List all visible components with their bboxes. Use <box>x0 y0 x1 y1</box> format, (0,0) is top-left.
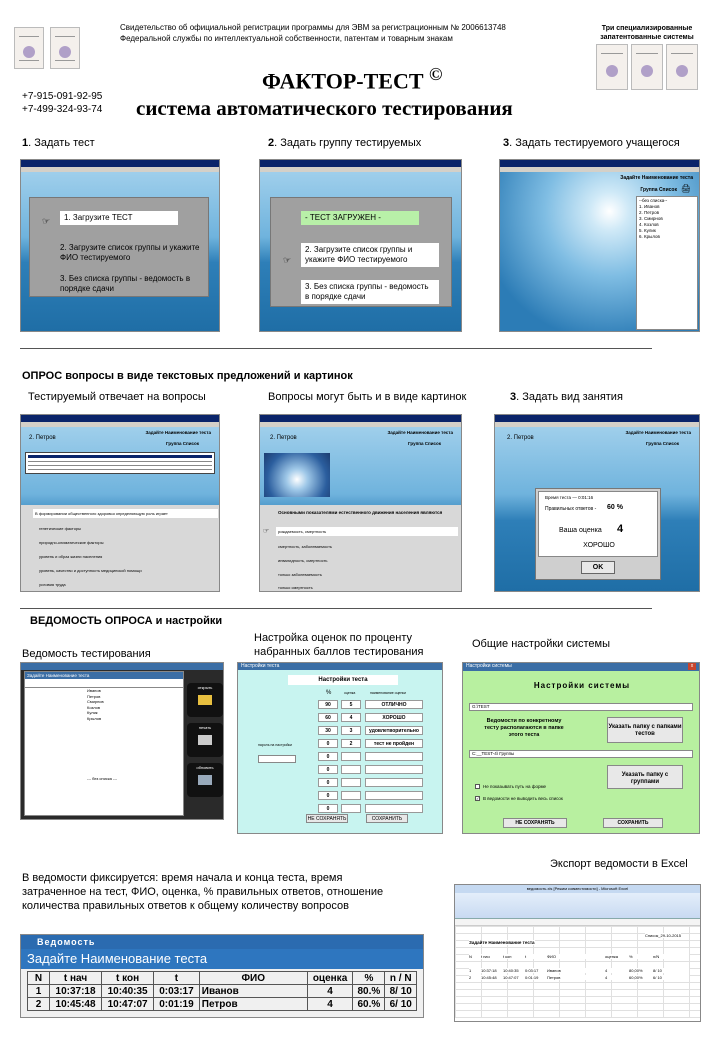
pictures-caption: Вопросы могут быть и в виде картинок <box>268 391 467 403</box>
description-line: В ведомости фиксируется: время начала и конца теста, время <box>22 872 343 884</box>
step3-num: 3 <box>503 137 510 149</box>
answer-option[interactable]: генетические факторы <box>39 526 82 531</box>
table-row <box>28 985 417 998</box>
col-n: N <box>28 972 50 985</box>
no-save-button[interactable]: НЕ СОХРАНЯТЬ <box>503 818 567 828</box>
cell: Петров <box>199 998 307 1011</box>
grade-cell[interactable] <box>341 752 361 761</box>
cell: 0:03:17 <box>154 985 200 998</box>
grade-cell[interactable] <box>341 778 361 787</box>
tests-folder-button[interactable]: Указать папку с папками тестов <box>607 717 683 743</box>
window-titlebar <box>500 160 699 167</box>
printer-icon: 🖨 <box>680 184 691 193</box>
answer-panel <box>21 505 220 592</box>
certificate-image-right-2 <box>631 44 663 90</box>
grade-cell[interactable]: 0 <box>318 752 338 761</box>
grade-word: ХОРОШО <box>583 542 615 549</box>
grade-cell[interactable]: 4 <box>341 713 361 722</box>
cell: Иванов <box>547 968 561 973</box>
step3-text: . Задать тестируемого учащегося <box>509 137 680 149</box>
menu-bar <box>21 422 219 427</box>
col-percent: % <box>353 972 385 985</box>
col-tstart: t нач <box>50 972 102 985</box>
answers-caption: Тестируемый отвечает на вопросы <box>28 391 206 403</box>
grade-cell[interactable]: тест не пройден <box>365 739 423 748</box>
grade-cell[interactable] <box>365 804 423 813</box>
open-button[interactable] <box>187 683 223 717</box>
product-subtitle: система автоматического тестирования <box>136 96 513 120</box>
hide-path-checkbox[interactable] <box>475 784 480 789</box>
folder-icon <box>198 695 212 705</box>
answer-option[interactable]: природно-климатические факторы <box>39 540 104 545</box>
cell: 80,00% <box>629 968 643 973</box>
system-caption: Общие настройки системы <box>472 638 610 650</box>
excel-head: Задайте Наименование теста <box>469 940 535 945</box>
password-input[interactable] <box>258 755 296 763</box>
grade-cell[interactable] <box>365 765 423 774</box>
list-item[interactable]: 3. Смирнов <box>639 216 663 221</box>
product-title-text: ФАКТОР-ТЕСТ <box>262 68 424 94</box>
correct-label: Правильных ответов - <box>545 506 597 512</box>
cell: 10:37:18 <box>481 968 497 973</box>
report-window-title: Ведомость <box>21 935 423 949</box>
excel-grid <box>455 926 700 1018</box>
cell: n/N <box>653 954 660 959</box>
grade-cell[interactable]: 0 <box>318 739 338 748</box>
product-title <box>262 64 442 94</box>
hand-pointer-icon: ☞ <box>263 528 270 535</box>
question-picture <box>264 453 330 497</box>
cell: t <box>525 954 527 959</box>
col-fio: ФИО <box>199 972 307 985</box>
grade-cell[interactable]: 0 <box>318 791 338 800</box>
table-row: Иванов <box>87 688 101 693</box>
cell: 6/ 10 <box>653 975 662 980</box>
list-item[interactable]: 6. Крылов <box>639 234 660 239</box>
cell: N <box>469 954 472 959</box>
table-header-row <box>28 972 417 985</box>
step1-text: . Задать тест <box>28 137 95 149</box>
col-grade: оценка <box>344 691 356 695</box>
test-name-header: Задайте Наименование теста <box>620 175 693 181</box>
copyright-mark: © <box>429 64 443 84</box>
cell: Петров <box>547 975 561 980</box>
step2-num: 2 <box>268 137 275 149</box>
test-loaded-badge: - ТЕСТ ЗАГРУЖЕН - <box>301 211 419 225</box>
cell: 4 <box>605 968 608 973</box>
refresh-label: обновить <box>196 765 214 770</box>
survey-heading-rest: вопросы в виде текстовых предложений и картинок <box>62 370 353 382</box>
report-side-buttons <box>187 683 223 797</box>
grade-cell[interactable] <box>365 752 423 761</box>
group-list-label: Группа Список <box>646 441 679 446</box>
list-item[interactable]: 2. Петров <box>639 210 660 215</box>
step3-caption <box>503 137 680 149</box>
window-titlebar: Настройки теста <box>238 663 442 670</box>
screenshot-excel <box>454 884 701 1022</box>
menu-bar <box>495 422 699 427</box>
certificate-image-right-1 <box>596 44 628 90</box>
table-row: Смирнов <box>87 699 104 704</box>
registration-text <box>120 22 506 44</box>
grade-cell[interactable] <box>341 765 361 774</box>
student-name: 2. Петров <box>507 435 534 441</box>
grade-cell[interactable]: 3 <box>341 726 361 735</box>
cert-line-1: Свидетельство об официальной регистрации программы для ЭВМ за регистрационным № 2006613748 <box>120 23 506 32</box>
list-item[interactable]: --без списка-- <box>639 198 668 203</box>
step1-caption <box>22 137 95 149</box>
save-button[interactable]: СОХРАНИТЬ <box>366 814 408 823</box>
excel-row <box>469 968 689 973</box>
print-button[interactable] <box>187 723 223 757</box>
table-row: Кулик <box>87 710 98 715</box>
answer-option[interactable]: уровень, качество и доступность медицинской помощи <box>39 568 142 573</box>
grades-title: Настройки теста <box>288 675 398 685</box>
lesson-text: . Задать вид занятия <box>516 391 623 403</box>
printer-icon <box>198 735 212 745</box>
hide-list-label: В ведомости не выводить весь список <box>483 796 563 801</box>
report-rows <box>25 688 183 721</box>
cell: t кон <box>503 954 512 959</box>
cell: % <box>629 954 633 959</box>
tests-path-label: Ведомости по конкретному тесту располагаются в папке этого теста <box>484 718 564 738</box>
no-save-button[interactable]: НЕ СОХРАНЯТЬ <box>307 816 347 822</box>
test-name-header: Задайте Наименование теста <box>625 430 691 435</box>
cell: 10:40:35 <box>503 968 519 973</box>
cell: 4 <box>307 998 353 1011</box>
cert-line-2: Федеральной службы по интеллектуальной собственности, патентам и товарным знакам <box>120 34 453 43</box>
answer-option[interactable]: условия труда <box>39 582 66 587</box>
table-row: Козлов <box>87 704 101 710</box>
grade-cell[interactable]: 30 <box>318 726 338 735</box>
report-window <box>20 934 424 1018</box>
col-tend: t кон <box>102 972 154 985</box>
grade-value: 4 <box>617 523 624 535</box>
answer-option[interactable]: уровень и образ жизни населения <box>39 554 103 559</box>
ok-button[interactable]: OK <box>581 561 615 574</box>
excel-date: Список_29-10-2015 <box>645 933 681 938</box>
group-list-label: Группа Список <box>166 441 199 446</box>
certificate-image-left-1 <box>14 27 44 69</box>
description-line: затраченное на тест, ФИО, оценка, % правильных ответов, отношение <box>22 886 384 898</box>
cell: 80.% <box>353 985 385 998</box>
survey-heading-bold: ОПРОС <box>22 370 63 382</box>
report-description <box>22 871 383 913</box>
screenshot-grade-settings <box>237 662 443 834</box>
grade-cell[interactable]: ОТЛИЧНО <box>365 700 423 709</box>
result-dialog <box>535 488 661 580</box>
col-name: наименование оценки <box>370 691 406 695</box>
grades-caption-2: набранных баллов тестирования <box>254 646 424 658</box>
screenshot-result <box>494 414 700 592</box>
grade-cell[interactable]: 0 <box>318 765 338 774</box>
list-item[interactable]: 4. Козлов <box>639 222 659 227</box>
question-text: Основными показателями естественного движения населения являются <box>278 510 443 515</box>
cell: 2 <box>469 975 472 980</box>
lesson-caption <box>510 391 623 403</box>
report-head: Задайте Наименование теста <box>25 672 183 679</box>
print-label: печать <box>198 725 212 730</box>
screenshot-question-text <box>20 414 220 592</box>
window-titlebar: Настройки системы <box>463 663 699 671</box>
menu-bar <box>500 167 699 172</box>
description-line: количества правильных ответов к общему количеству вопросов <box>22 900 349 912</box>
window-titlebar <box>260 415 461 422</box>
phone-2: +7-499-324-93-74 <box>22 104 103 115</box>
refresh-icon <box>198 775 212 785</box>
password-label: пароль на настройки <box>258 743 292 747</box>
student-list[interactable] <box>636 196 698 330</box>
cell: 2 <box>28 998 50 1011</box>
answer-option[interactable]: только смертность <box>278 585 313 590</box>
screenshot-test-loaded <box>259 159 462 332</box>
step2-text: . Задать группу тестируемых <box>274 137 422 149</box>
cell: 60,00% <box>629 975 643 980</box>
screenshot-system-settings <box>462 662 700 834</box>
cell: 10:45:48 <box>481 975 497 980</box>
load-group-text: 2. Загрузите список группы и укажите ФИО тестируемого <box>60 243 200 262</box>
save-button[interactable]: СОХРАНИТЬ <box>603 818 663 828</box>
cell: 4 <box>605 975 608 980</box>
window-titlebar <box>21 415 219 422</box>
table-row: Петров <box>87 693 101 699</box>
cell: оценка <box>605 954 618 959</box>
report-table <box>27 971 417 1011</box>
cell: t нач <box>481 954 490 959</box>
student-name: 2. Петров <box>270 435 297 441</box>
cell: 4 <box>307 985 353 998</box>
load-group-button[interactable]: 2. Загрузите список группы и укажите ФИО тестируемого <box>301 243 439 267</box>
correct-value: 60 % <box>607 504 623 511</box>
close-icon[interactable]: x <box>688 663 696 670</box>
grade-cell[interactable]: 90 <box>318 700 338 709</box>
menu-bar <box>21 167 219 172</box>
cell: 0:01:19 <box>154 998 200 1011</box>
cell: 8/ 10 <box>653 968 662 973</box>
grade-cell[interactable]: 2 <box>341 739 361 748</box>
cell: ФИО <box>547 954 557 959</box>
answer-option[interactable]: рождаемость, смертность <box>276 527 458 536</box>
test-time: Время теста — 0:01:16 <box>545 495 594 500</box>
grade-cell[interactable] <box>341 791 361 800</box>
cell: 10:47:07 <box>102 998 154 1011</box>
answer-option[interactable]: смертность, заболеваемость <box>278 544 332 549</box>
step2-caption <box>268 137 421 149</box>
system-title: Настройки системы <box>533 681 631 690</box>
screenshot-load-test <box>20 159 220 332</box>
hide-list-checkbox[interactable]: ✓ <box>476 796 480 801</box>
certificate-image-left-2 <box>50 27 80 69</box>
grade-label: Ваша оценка <box>559 527 602 534</box>
cell: 10:40:35 <box>102 985 154 998</box>
refresh-button[interactable] <box>187 763 223 797</box>
cell: Иванов <box>199 985 307 998</box>
screenshot-select-student <box>499 159 700 332</box>
grades-caption-1: Настройка оценок по проценту <box>254 632 413 644</box>
test-name-header: Задайте Наименование теста <box>387 430 453 435</box>
col-percent: % <box>326 690 332 696</box>
cell: 0:03:17 <box>525 968 539 973</box>
hand-pointer-icon: ☞ <box>42 216 51 226</box>
excel-ribbon <box>455 893 700 919</box>
groups-path-field[interactable]: C:__TEST-4\ Группы <box>469 750 693 758</box>
screenshot-report <box>20 662 224 820</box>
report-table <box>24 671 184 816</box>
list-item[interactable]: 1. Иванов <box>639 204 660 209</box>
group-list-label: Группа Список <box>408 441 441 446</box>
lesson-num: 3 <box>510 391 517 403</box>
menu-panel <box>29 197 209 297</box>
groups-folder-button[interactable]: Указать папку с группами <box>607 765 683 789</box>
question-list <box>25 452 215 474</box>
window-titlebar <box>21 663 223 670</box>
cell: 10:47:07 <box>503 975 519 980</box>
student-name: 2. Петров <box>29 435 56 441</box>
answer-option[interactable]: В формировании общественного здоровья определяющую роль играет <box>33 509 218 518</box>
table-row <box>28 998 417 1011</box>
no-list-button[interactable]: 3. Без списка группы - ведомость в порядке сдачи <box>301 280 439 304</box>
grade-cell[interactable] <box>365 791 423 800</box>
menu-bar <box>260 167 461 172</box>
test-name-header: Задайте Наименование теста <box>145 430 211 435</box>
step1-num: 1 <box>22 137 29 149</box>
screenshot-question-picture <box>259 414 462 592</box>
cell: 8/ 10 <box>385 985 417 998</box>
hide-path-label: Не показывать путь на форме <box>483 784 547 789</box>
col-ratio: n / N <box>385 972 417 985</box>
grade-cell[interactable]: удовлетворительно <box>365 726 423 735</box>
excel-titlebar: ведомость.xls [Режим совместимости] - Microsoft Excel <box>455 885 700 893</box>
report-footer: --- без списка --- <box>87 776 118 781</box>
result-inner <box>538 491 658 557</box>
phone-1: +7-915-091-92-95 <box>22 91 103 102</box>
grade-cell[interactable]: 60 <box>318 713 338 722</box>
cell: 10:45:48 <box>50 998 102 1011</box>
tests-path-field[interactable]: G:\TEST <box>469 703 693 711</box>
grade-cell[interactable] <box>365 778 423 787</box>
grade-cell[interactable]: ХОРОШО <box>365 713 423 722</box>
col-grade: оценка <box>307 972 353 985</box>
open-label: открыть <box>197 685 213 690</box>
report-heading: ВЕДОМОСТЬ ОПРОСА и настройки <box>30 615 223 627</box>
no-list-text: 3. Без списка группы - ведомость в порядке сдачи <box>60 274 191 293</box>
cell: 10:37:18 <box>50 985 102 998</box>
section-divider <box>20 608 652 609</box>
window-titlebar <box>260 160 461 167</box>
grade-cell[interactable]: 5 <box>341 700 361 709</box>
section-divider <box>20 348 652 349</box>
excel-formula-bar <box>455 919 700 926</box>
three-systems-label: Три специализированные запатентованные системы <box>600 25 694 41</box>
answer-option[interactable]: только заболеваемость <box>278 572 322 577</box>
cell: 0:01:19 <box>525 975 539 980</box>
grade-cell[interactable] <box>341 804 361 813</box>
survey-heading <box>22 370 353 382</box>
col-t: t <box>154 972 200 985</box>
cell: 1 <box>469 968 472 973</box>
load-test-button[interactable]: 1. Загрузите ТЕСТ <box>60 211 178 225</box>
grade-cell[interactable]: 0 <box>318 804 338 813</box>
group-list-label: Группа Список <box>640 187 677 193</box>
list-item[interactable]: 5. Кулик <box>639 228 656 233</box>
answer-option[interactable]: инвалидность, смертность <box>278 558 328 563</box>
menu-bar <box>260 422 461 427</box>
cell: 6/ 10 <box>385 998 417 1011</box>
grade-cell[interactable]: 0 <box>318 778 338 787</box>
certificate-image-right-3 <box>666 44 698 90</box>
window-titlebar <box>495 415 699 422</box>
window-titlebar <box>21 160 219 167</box>
excel-row <box>469 975 689 980</box>
report-window-head: Задайте Наименование теста <box>21 949 423 969</box>
menu-panel <box>270 197 452 307</box>
hand-pointer-icon: ☞ <box>283 255 292 265</box>
table-row: Крылов <box>87 715 102 721</box>
excel-header-row <box>469 954 689 959</box>
cell: 1 <box>28 985 50 998</box>
excel-export-caption: Экспорт ведомости в Excel <box>550 858 688 870</box>
report-caption: Ведомость тестирования <box>22 648 151 660</box>
cell: 60.% <box>353 998 385 1011</box>
